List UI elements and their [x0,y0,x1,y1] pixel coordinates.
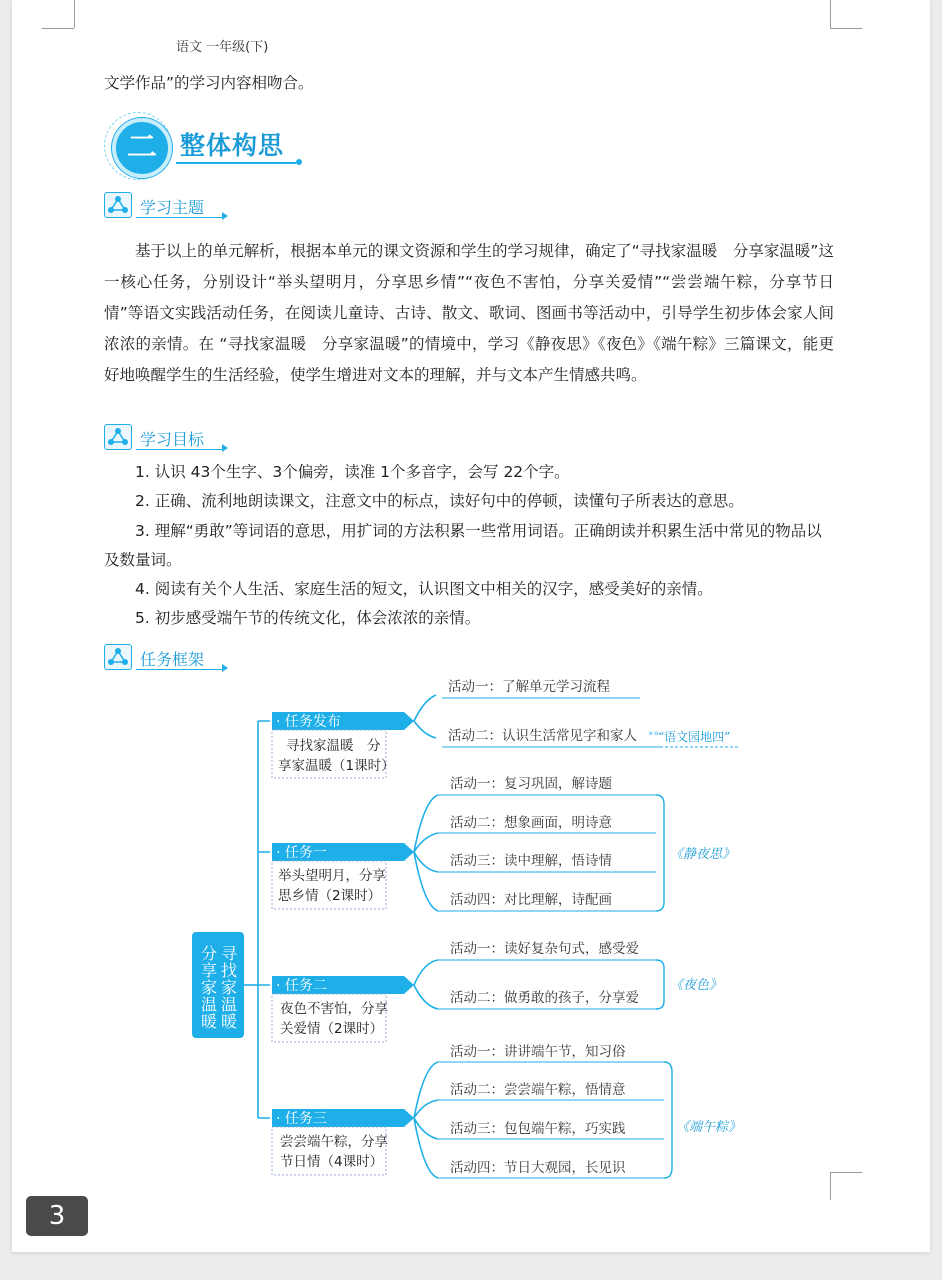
section-number-badge: 二 [112,118,172,178]
task-node [272,1109,414,1175]
subheading-label: 学习目标 [140,430,205,449]
activity-item: 活动一：复习巩固，解诗题 [450,776,612,792]
subheading-label: 任务框架 [140,650,205,669]
task-line1: 寻找家温暖 分 [286,738,381,754]
task-label: · 任务发布 [276,714,341,730]
goal-item: 3. 理解“勇敢”等词语的意思，用扩词的方法积累一些常用词语。正确朗读并积累生活中常见的物品以及数量词。 [104,522,822,569]
task-node [272,712,414,778]
goal-item: 2. 正确、流利地朗读课文，注意文中的标点，读好句中的停顿，读懂句子所表达的意思。 [135,492,744,510]
activity-item: 活动一：读好复杂句式，感受爱 [450,941,639,957]
task-line1: 举头望明月，分享 [278,868,386,884]
task-line2: 思乡情（2课时） [278,888,382,904]
goal-item: 4. 阅读有关个人生活、家庭生活的短文，认识图文中相关的汉字，感受美好的亲情。 [135,580,713,598]
activity-item: 活动二：想象画面，明诗意 [450,815,612,831]
textbook-tag: 《静夜思》 [670,847,736,862]
task-line1: 尝尝端午粽，分享 [280,1134,388,1150]
task-line1: 夜色不害怕，分享 [280,1001,388,1017]
theme-paragraph: 基于以上的单元解析，根据本单元的课文资源和学生的学习规律，确定了“寻找家温暖 分享家温暖”这一核心任务，分别设计“举头望明月，分享思乡情”“夜色不害怕，分享关爱情”“尝尝端午粽，分享节日情”等语文实践活动任务，在阅读儿童诗、古诗、散文、歌词、图画书等活动中，引导学生初步体会家人间浓浓的亲情。在 “寻找家温暖 分享家温暖”的情境中，学习《静夜思》《夜色》《端午粽》三篇课文，能更好地唤醒学生的生活经验，使学生增进对文本的理解，并与文本产生情感共鸣。 [104,242,834,384]
section-title: 整体构思 [180,131,285,160]
root-text-col2: 寻找家温暖 [218,945,238,1030]
svg-text:»»: »» [648,729,660,739]
continuation-text: 文学作品”的学习内容相吻合。 [104,74,314,92]
task-label: · 任务二 [276,978,327,994]
activity-item: 活动一：讲讲端午节，知习俗 [450,1044,626,1060]
activity-item: 活动二：认识生活常见字和家人 [448,728,637,744]
root-text-col1: 分享家温暖 [198,945,218,1030]
goal-item: 1. 认识 43个生字、3个偏旁，读准 1个多音字，会写 22个字。 [135,463,570,481]
activity-item: 活动一：了解单元学习流程 [448,679,610,695]
task-line2: 享家温暖（1课时） [278,758,395,774]
task-line2: 节日情（4课时） [280,1154,384,1170]
subheading-label: 学习主题 [140,198,205,217]
activity-item: 活动四：节日大观园，长见识 [450,1160,626,1176]
activity-item: 活动二：尝尝端午粽，悟情意 [450,1082,626,1098]
activity-item: 活动三：包包端午粽，巧实践 [450,1121,626,1137]
activity-item: 活动四：对比理解，诗配画 [450,892,612,908]
page-number-badge: 3 [26,1196,88,1236]
task-node [272,976,414,1042]
textbook-tag: 《端午粽》 [676,1120,742,1135]
textbook-tag: “语文园地四” [658,730,731,744]
textbook-tag: 《夜色》 [670,978,723,993]
activity-item: 活动三：读中理解，悟诗情 [450,853,612,869]
activity-item: 活动二：做勇敢的孩子，分享爱 [450,990,639,1006]
goal-item: 5. 初步感受端午节的传统文化，体会浓浓的亲情。 [135,609,481,627]
task-node [272,843,414,909]
task-label: · 任务三 [276,1111,327,1127]
running-header: 语文 一年级(下) [176,40,269,55]
task-label: · 任务一 [276,845,327,861]
task-line2: 关爱情（2课时） [280,1021,384,1037]
